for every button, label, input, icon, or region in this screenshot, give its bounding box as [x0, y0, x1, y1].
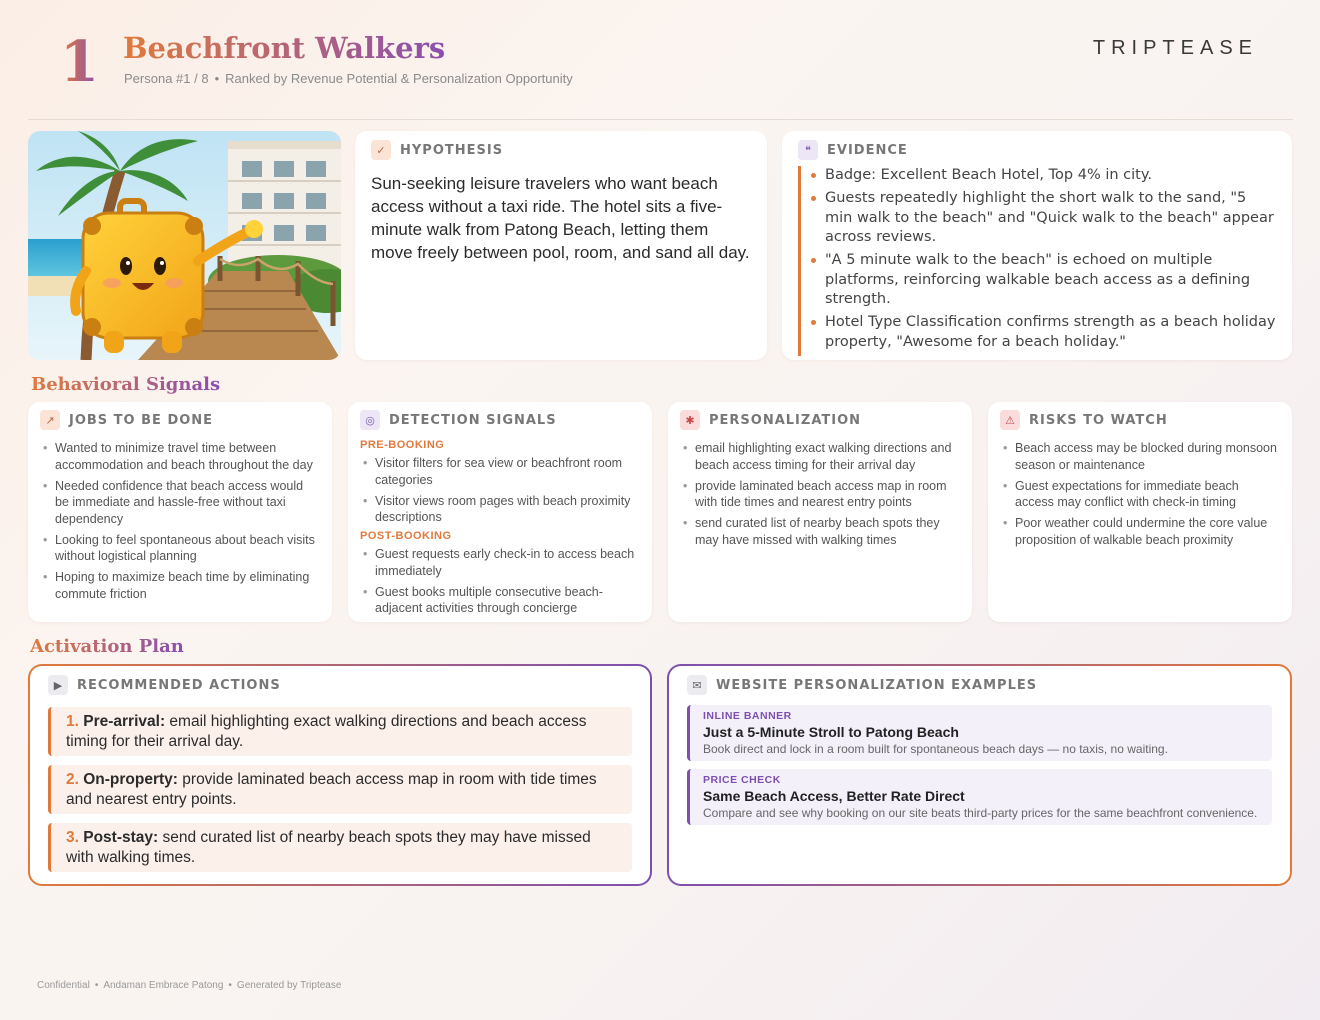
examples-header	[687, 675, 1272, 695]
hypothesis-header	[371, 140, 751, 160]
page-title: Beachfront Walkers	[123, 31, 446, 65]
example-inline-banner	[687, 705, 1272, 761]
action-lead: Pre-arrival:	[83, 713, 166, 730]
evidence-list-wrap	[798, 166, 1276, 356]
evidence-item: Badge: Excellent Beach Hotel, Top 4% in city.	[825, 166, 1276, 186]
warning-icon: ⚠	[1000, 410, 1020, 430]
action-number: 3.	[66, 829, 79, 846]
list-item: • Needed confidence that beach access would be immediate and hassle-free without taxi dependency	[40, 478, 320, 528]
action-item	[48, 823, 632, 872]
persona-index: Persona #1 / 8	[124, 71, 209, 86]
list-item: • Guest expectations for immediate beach access may conflict with check-in timing	[1000, 478, 1280, 511]
example-tag: INLINE BANNER	[703, 710, 792, 722]
recommended-actions-card	[28, 664, 652, 886]
list-item: • Wanted to minimize travel time between accommodation and beach throughout the day	[40, 440, 320, 473]
actions-header	[48, 675, 632, 695]
play-icon: ▶	[48, 675, 68, 695]
footer-generated: Generated by Triptease	[236, 980, 342, 991]
hypothesis-label: HYPOTHESIS	[400, 142, 504, 158]
evidence-card	[782, 131, 1292, 360]
action-item	[48, 765, 632, 814]
list-item: • Beach access may be blocked during monsoon season or maintenance	[1000, 440, 1280, 473]
detection-label: DETECTION SIGNALS	[389, 412, 557, 428]
activation-plan-title: Activation Plan	[30, 636, 184, 657]
list-item: • provide laminated beach access map in room with tide times and nearest entry points	[680, 478, 960, 511]
actions-label: RECOMMENDED ACTIONS	[77, 677, 281, 693]
suitcase-mascot-image	[28, 131, 341, 360]
detection-header	[360, 410, 640, 430]
evidence-item: Guests repeatedly highlight the short walk to the sand, "5 min walk to the beach" and "Quick walk to the beach" appear across reviews.	[825, 189, 1276, 248]
list-item: • Guest requests early check-in to access beach immediately	[360, 546, 640, 579]
brand-logo: TRIPTEASE	[1092, 37, 1258, 59]
post-booking-list	[360, 546, 640, 617]
action-text: provide laminated beach access map in room with tide times and nearest entry points.	[66, 771, 597, 808]
footer-hotel: Andaman Embrace Patong	[103, 980, 224, 991]
jobs-list	[40, 440, 320, 602]
pre-booking-list	[360, 455, 640, 526]
website-examples-card	[667, 664, 1292, 886]
jobs-label: JOBS TO BE DONE	[69, 412, 214, 428]
list-item: • email highlighting exact walking directions and beach access timing for their arrival day	[680, 440, 960, 473]
page-footer: Confidential • Andaman Embrace Patong • Generated by Triptease	[37, 980, 342, 991]
jobs-card	[28, 402, 332, 622]
list-item: • Hoping to maximize beach time by eliminating commute friction	[40, 569, 320, 602]
footer-confidential: Confidential	[37, 980, 90, 991]
hypothesis-card	[355, 131, 767, 360]
trend-arrow-icon: ↗	[40, 410, 60, 430]
page-header	[0, 0, 1320, 120]
action-item	[48, 707, 632, 756]
risks-card	[988, 402, 1292, 622]
detection-card	[348, 402, 652, 622]
evidence-list	[825, 166, 1276, 352]
evidence-header	[798, 140, 1276, 160]
sparkle-icon: ✱	[680, 410, 700, 430]
persona-number: 1	[60, 29, 99, 95]
action-text: email highlighting exact walking directions and beach access timing for their arrival day.	[66, 713, 587, 750]
evidence-item: Hotel Type Classification confirms strength as a beach holiday property, "Awesome for a beach holiday."	[825, 313, 1276, 352]
example-title: Just a 5-Minute Stroll to Patong Beach	[703, 724, 959, 740]
risks-list	[1000, 440, 1280, 548]
action-number: 2.	[66, 771, 79, 788]
pre-booking-label: PRE-BOOKING	[360, 439, 445, 451]
list-item: • Visitor views room pages with beach proximity descriptions	[360, 493, 640, 526]
action-lead: On-property:	[83, 771, 178, 788]
example-desc: Compare and see why booking on our site beats third-party prices for the same beachfront convenience.	[703, 806, 1258, 820]
action-number: 1.	[66, 713, 79, 730]
personalization-list	[680, 440, 960, 548]
personalization-label: PERSONALIZATION	[709, 412, 862, 428]
personalization-card	[668, 402, 972, 622]
list-item: • Looking to feel spontaneous about beach visits without logistical planning	[40, 532, 320, 565]
example-title: Same Beach Access, Better Rate Direct	[703, 788, 965, 804]
persona-illustration	[28, 131, 341, 360]
action-lead: Post-stay:	[83, 829, 159, 846]
evidence-item: "A 5 minute walk to the beach" is echoed on multiple platforms, reinforcing walkable beach access as a defining strength.	[825, 251, 1276, 310]
risks-label: RISKS TO WATCH	[1029, 412, 1168, 428]
post-booking-label: POST-BOOKING	[360, 530, 452, 542]
target-icon: ◎	[360, 410, 380, 430]
list-item: • send curated list of nearby beach spots they may have missed with walking times	[680, 515, 960, 548]
quote-icon: ❝	[798, 140, 818, 160]
action-text: send curated list of nearby beach spots they may have missed with walking times.	[66, 829, 591, 866]
personalization-header	[680, 410, 960, 430]
check-icon: ✓	[371, 140, 391, 160]
examples-label: WEBSITE PERSONALIZATION EXAMPLES	[716, 677, 1038, 693]
behavioral-signals-title: Behavioral Signals	[31, 374, 221, 395]
example-price-check	[687, 769, 1272, 825]
list-item: • Guest books multiple consecutive beach-adjacent activities through concierge	[360, 584, 640, 617]
evidence-label: EVIDENCE	[827, 142, 908, 158]
ranking-note: Ranked by Revenue Potential & Personalization Opportunity	[225, 71, 573, 86]
page-subtitle: Persona #1 / 8 • Ranked by Revenue Potential & Personalization Opportunity	[124, 71, 573, 86]
list-item: • Poor weather could undermine the core value proposition of walkable beach proximity	[1000, 515, 1280, 548]
risks-header	[1000, 410, 1280, 430]
example-desc: Book direct and lock in a room built for spontaneous beach days — no taxis, no waiting.	[703, 742, 1168, 756]
header-divider	[28, 119, 1293, 120]
example-tag: PRICE CHECK	[703, 774, 781, 786]
list-item: • Visitor filters for sea view or beachfront room categories	[360, 455, 640, 488]
hypothesis-text: Sun-seeking leisure travelers who want beach access without a taxi ride. The hotel sits a five-minute walk from Patong Beach, letting them move freely between pool, room, and sand all day.	[371, 174, 750, 262]
mail-icon: ✉	[687, 675, 707, 695]
jobs-header	[40, 410, 320, 430]
